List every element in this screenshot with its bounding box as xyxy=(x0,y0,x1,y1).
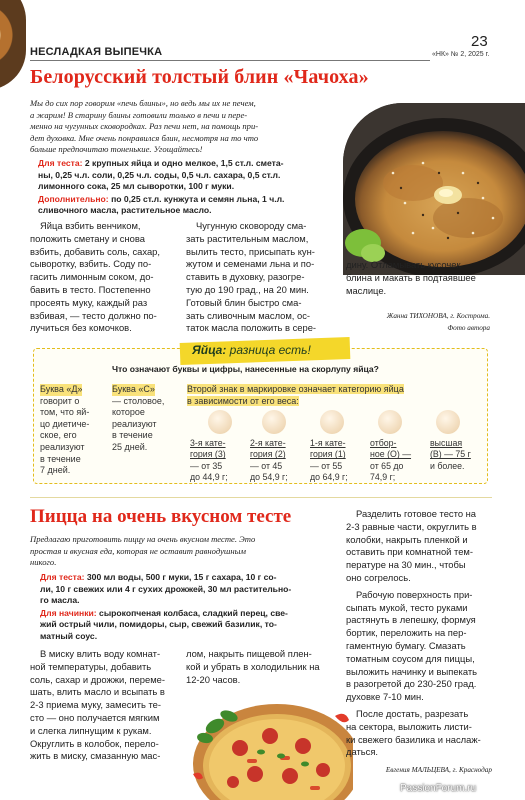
recipe1-column-2: Чугунную сковороду сма- зать растительным маслом, вылить тесто, присыпать кун- жутом и семенами льна и по- ставить в духовку, разогре- тую до 190 град., на 20 мин. Готовый блин быстро сма- зать сливочным маслом, ос- таток масла положить в сере- xyxy=(186,220,317,334)
egg-question: Что означают буквы и цифры, нанесенные на скорлупу яйца? xyxy=(112,364,379,374)
recipe2-column-2: лом, накрыть пищевой плен- кой и убрать в холодильник на 12-20 часов. xyxy=(186,648,320,685)
egg-letter-d: Буква «Д» говорит о том, что яй- цо диетиче- ское, его реализуют в течение 7 дней. xyxy=(40,384,90,476)
plate-decoration xyxy=(0,0,26,90)
recipe2-column-1: В миску влить воду комнат- ной температуры, добавить соль, сахар и дрожжи, переме- шать, влить масло и всыпать в 2-3 приема муку, замесить те- сто — оно получается мягким и слегка липнущим к рукам. Округлить в колобок, перело- жить в миску, смазанную мас- xyxy=(30,648,166,762)
header-divider xyxy=(30,60,430,61)
recipe1-column-1: Яйца взбить венчиком, положить сметану и снова взбить, добавить соль, сахар, сыворотку, взбить. Соду по- гасить лимонным соком, до- бавить в тесто. Постепенно просеять муку, каждый раз взбивая, — тесто должно по- лучиться без комочков. xyxy=(30,220,160,334)
section-label: НЕСЛАДКАЯ ВЫПЕЧКА xyxy=(30,46,163,58)
recipe1-column-3: дину. Отламывать кусочек блина и макать в подтаявшее маслице. xyxy=(346,259,476,296)
recipe2-column-3: Разделить готовое тесто на 2-3 равные части, округлить в колобки, накрыть пленкой и оставить при комнатной тем- пературе на 30 мин., чтобы оно согрелось. Рабочую поверхность при- сыпать мукой, тесто руками растянуть в лепешку, формуя бортик, переложить на пер- гаментную бумагу. Смазать томатным соусом для пиццы, выложить начинку и выпекать в разогретой до 230-250 град. духовке 7-10 мин. После достать, разрезать на сектора, выложить листи- ки свежего базилика и наслаж- даться. xyxy=(346,508,481,758)
egg-icon xyxy=(208,410,232,434)
egg-category-v: высшая (В) — 75 г и более. xyxy=(430,438,471,471)
recipe2-ingredients: Для теста: 300 мл воды, 500 г муки, 15 г сахара, 10 г со- ли, 10 г свежих или 4 г сухих дрожжей, 30 мл растительно- го масла. Для начинки: сырокопченая колбаса, сладкий перец, све- жий острый чили, помидоры, сыр, свежий базилик, то- матный соус. xyxy=(40,572,292,641)
recipe1-photo-credit: Фото автора xyxy=(447,324,490,332)
egg-category-3: 3-я кате- гория (3) — от 35 до 44,9 г; xyxy=(190,438,228,483)
egg-letter-c: Буква «С» — столовое, которое реализуют в течение 25 дней. xyxy=(112,384,165,452)
page-number: 23 xyxy=(471,33,488,50)
egg-icon xyxy=(436,410,460,434)
section-divider xyxy=(30,497,492,498)
recipe1-ingredients: Для теста: 2 крупных яйца и одно мелкое, 1,5 ст.л. смета- ны, 0,25 ч.л. соли, 0,25 ч.л. соды, 0,5 ч.л. сахара, 0,5 ст.л. лимонного сока, 25 мл сыворотки, 100 г муки. Дополнительно: по 0,25 ст.л. кунжута и семян льна, 1 ч.л. сливочного масла, растительное масло. xyxy=(38,158,285,216)
egg-icon xyxy=(320,410,344,434)
egg-category-1: 1-я кате- гория (1) — от 55 до 64,9 г; xyxy=(310,438,348,483)
recipe1-author: Жанна ТИХОНОВА, г. Кострома. xyxy=(386,312,490,320)
issue-label: «НК» № 2, 2025 г. xyxy=(432,51,490,58)
recipe2-title: Пицца на очень вкусном тесте xyxy=(30,506,292,527)
recipe2-lead: Предлагаю приготовить пиццу на очень вкусном тесте. Это простая и вкусная еда, которая не оставит равнодушным никого. xyxy=(30,534,256,567)
pizza-photo xyxy=(185,686,353,800)
recipe1-lead: Мы до сих пор говорим «печь блины», но ведь мы их не печем, а жарим! В старину блины готовили только в печи и пере- менно на чугунных сковородках. Раз печи нет, на помощь при- дет духовка. Мне очень понравился блин, несмотря на то что больше предпочитаю тоненькие. Угощайтесь! xyxy=(30,98,259,154)
egg-icon xyxy=(262,410,286,434)
egg-category-o: отбор- ное (О) — от 65 до 74,9 г; xyxy=(370,438,412,483)
egg-banner-title: Яйца: разница есть! xyxy=(192,343,311,357)
pancake-photo xyxy=(343,103,525,275)
watermark: PassionForum.ru xyxy=(400,783,477,794)
recipe1-title: Белорусский толстый блин «Чачоха» xyxy=(30,66,369,88)
egg-second-sign: Второй знак в маркировке означает категорию яйца в зависимости от его веса: xyxy=(187,384,404,406)
recipe2-author: Евгения МАЛЬЦЕВА, г. Краснодар xyxy=(385,766,492,774)
egg-category-2: 2-я катe- гория (2) — от 45 до 54,9 г; xyxy=(250,438,288,483)
egg-icon xyxy=(378,410,402,434)
